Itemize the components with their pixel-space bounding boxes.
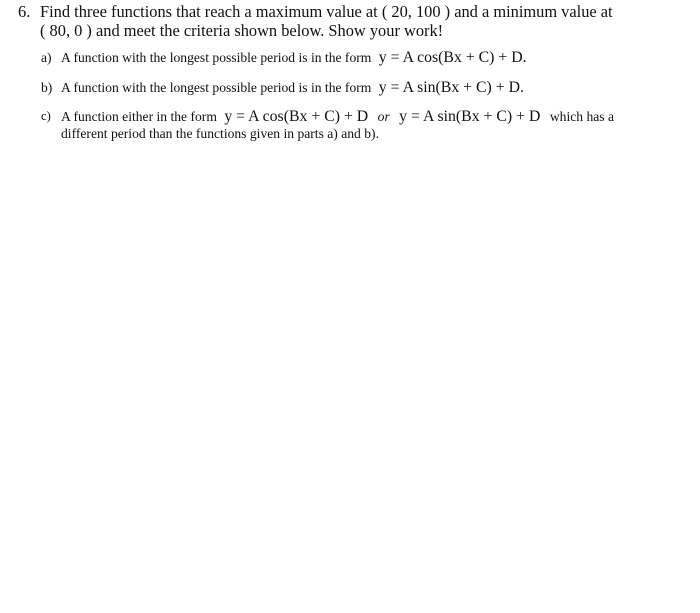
part-c-or: or	[377, 109, 390, 124]
part-b-text: A function with the longest possible period is in the form	[61, 80, 372, 95]
part-c	[41, 108, 666, 142]
part-c-text-end: which has a	[549, 109, 615, 124]
question-text-line-1: Find three functions that reach a maximum value at ( 20, 100 ) and a minimum value at	[40, 2, 613, 21]
question-number: 6.	[18, 2, 31, 21]
part-c-text-start: A function either in the form	[61, 109, 217, 124]
part-c-text-line-2: different period than the functions given in parts a) and b).	[61, 126, 379, 141]
part-a-body	[61, 49, 641, 66]
part-a-label: a)	[41, 50, 52, 65]
question-line-2	[18, 21, 688, 40]
part-c-formula-cos: y = A cos(Bx + C) + D	[224, 108, 369, 125]
question-6	[18, 2, 688, 40]
part-a	[41, 49, 641, 66]
part-c-formula-sin: y = A sin(Bx + C) + D	[399, 108, 541, 125]
part-b-formula: y = A sin(Bx + C) + D.	[378, 79, 524, 96]
part-b-body	[61, 79, 641, 96]
part-b	[41, 79, 641, 96]
question-line-1	[18, 2, 688, 21]
part-c-body	[61, 108, 666, 142]
part-a-text: A function with the longest possible period is in the form	[61, 50, 372, 65]
part-a-formula: y = A cos(Bx + C) + D.	[378, 49, 527, 66]
part-c-label: c)	[41, 109, 51, 123]
question-text-line-2: ( 80, 0 ) and meet the criteria shown below. Show your work!	[40, 21, 444, 40]
part-b-label: b)	[41, 80, 53, 95]
